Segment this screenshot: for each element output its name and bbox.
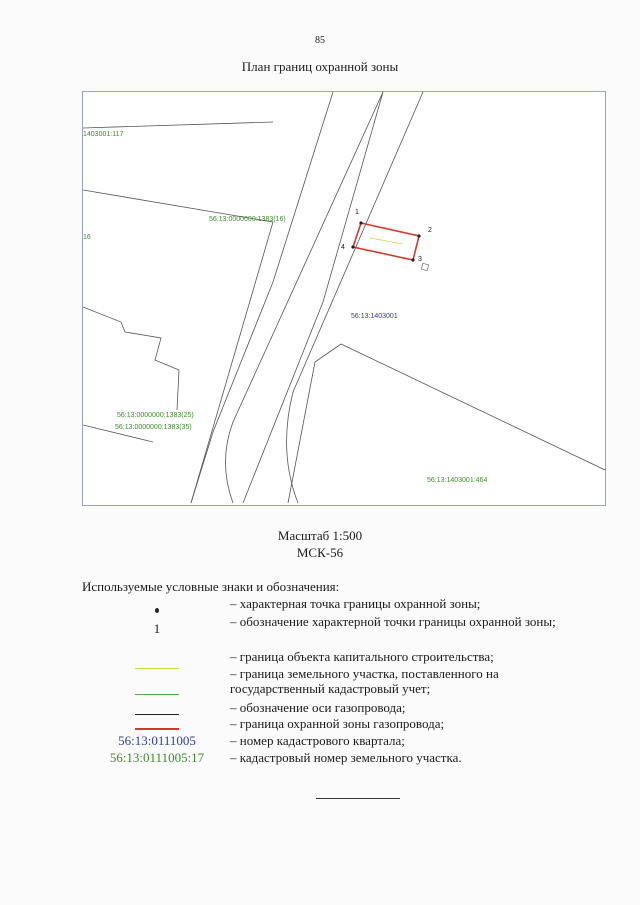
boundary-point-3 bbox=[411, 258, 414, 261]
yellow-green-line-icon bbox=[135, 668, 179, 669]
capital-object-line bbox=[370, 238, 403, 244]
legend-symbol-point bbox=[82, 600, 232, 618]
map-frame bbox=[82, 91, 606, 506]
legend-desc-pipeline-axis: – обозначение оси газопровода; bbox=[230, 700, 406, 715]
legend-desc-protection-zone: – граница охранной зоны газопровода; bbox=[230, 716, 445, 731]
protection-zone-polygon bbox=[353, 223, 419, 260]
legend-symbol-capital-object bbox=[82, 659, 232, 677]
map-scale: Масштаб 1:500 bbox=[277, 528, 363, 543]
parcel-boundary-bottom-right-v bbox=[288, 362, 315, 503]
legend-heading: Используемые условные знаки и обозначения: bbox=[82, 579, 340, 594]
legend-desc-land-plot: – граница земельного участка, поставленного на государственный кадастровый учет; bbox=[230, 666, 499, 696]
boundary-point-4 bbox=[351, 245, 354, 248]
point-label-3: 3 bbox=[418, 256, 422, 263]
legend-symbol-cadastral-number: 56:13:0111005:17 bbox=[109, 750, 205, 765]
legend-desc-cadastral-number: – кадастровый номер земельного участка. bbox=[230, 750, 462, 765]
red-line-icon bbox=[135, 728, 179, 730]
parcel-boundary-road-far bbox=[243, 92, 383, 503]
parcel-label-16: 16 bbox=[83, 234, 91, 241]
boundary-point-dot-icon bbox=[155, 608, 159, 613]
parcel-boundary-bottom-right bbox=[315, 344, 605, 470]
legend-desc-point: – характерная точка границы охранной зоны; bbox=[230, 596, 481, 611]
coordinate-system: МСК-56 bbox=[296, 545, 344, 560]
parcel-label-464: 56:13:1403001:464 bbox=[427, 477, 488, 484]
point-label-1: 1 bbox=[355, 209, 359, 216]
boundary-point-2 bbox=[417, 234, 420, 237]
point-label-2: 2 bbox=[428, 227, 432, 234]
legend-symbol-quarter-number: 56:13:0111005 bbox=[118, 733, 196, 748]
road-edge-left bbox=[226, 92, 384, 503]
parcel-label-1383-25: 56:13:0000000:1383(25) bbox=[117, 412, 194, 419]
parcel-label-117: 1403001:117 bbox=[83, 131, 124, 138]
black-line-icon bbox=[135, 714, 179, 715]
quarter-label: 56:13:1403001 bbox=[351, 313, 398, 320]
legend-symbol-point-number: 1 bbox=[153, 621, 161, 636]
small-square-marker bbox=[421, 263, 428, 270]
legend-desc-quarter-number: – номер кадастрового квартала; bbox=[230, 733, 405, 748]
parcel-label-1383-35: 56:13:0000000:1383(35) bbox=[115, 424, 192, 431]
end-divider bbox=[316, 798, 400, 799]
legend-desc-capital-object: – граница объекта капитального строительства; bbox=[230, 649, 494, 664]
parcel-boundary-upper-left bbox=[83, 122, 273, 128]
cadastral-map bbox=[83, 92, 605, 505]
parcel-label-1383-16: 56:13:0000000:1383(16) bbox=[209, 216, 286, 223]
parcel-boundary-left-block bbox=[83, 307, 179, 410]
boundary-point-1 bbox=[359, 221, 362, 224]
green-line-icon bbox=[135, 694, 179, 695]
point-label-4: 4 bbox=[341, 244, 345, 251]
parcel-boundary-road-right bbox=[191, 92, 333, 503]
page-number: 85 bbox=[315, 35, 325, 46]
parcel-boundary-road-left bbox=[83, 190, 273, 503]
legend-symbol-land-plot bbox=[82, 685, 232, 703]
page-title: План границ охранной зоны bbox=[241, 59, 399, 74]
legend-desc-point-number: – обозначение характерной точки границы охранной зоны; bbox=[230, 614, 556, 629]
